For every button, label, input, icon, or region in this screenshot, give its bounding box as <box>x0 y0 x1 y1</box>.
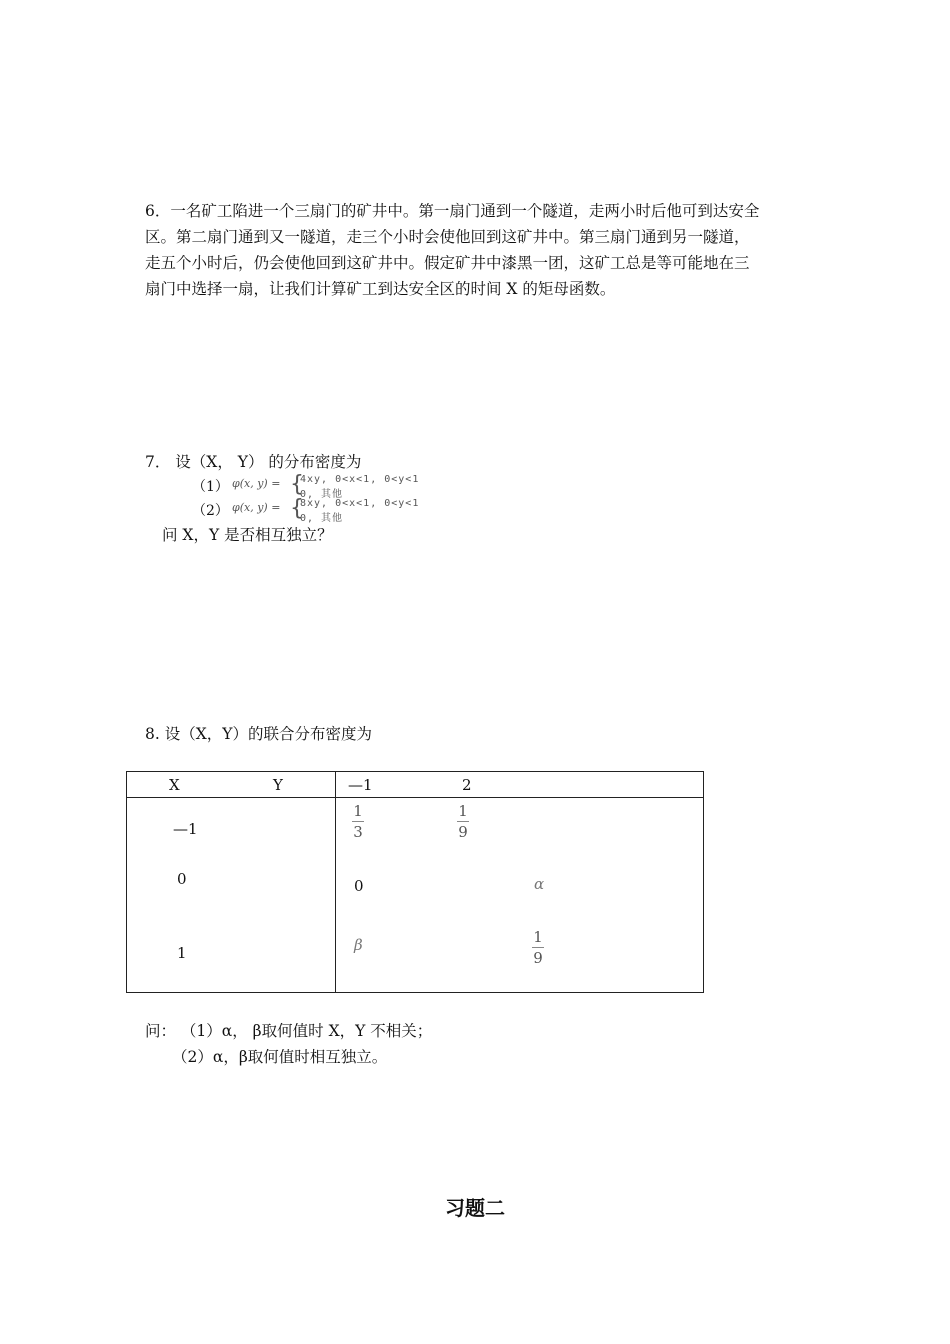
problem-7-intro: 7． 设（X， Y） 的分布密度为 <box>145 453 362 471</box>
section-title: 习题二 <box>445 1196 505 1220</box>
fraction-bar <box>532 947 544 948</box>
problem-8-intro: 8. 设（X，Y）的联合分布密度为 <box>145 725 372 743</box>
row-values-cell <box>336 798 704 993</box>
problem-8-question-1: 问： （1）α， β取何值时 X，Y 不相关； <box>145 1022 433 1040</box>
case-bottom-line: 0, 其他 <box>300 513 344 524</box>
fraction-bar <box>352 821 364 822</box>
case-top-line: 4xy, 0<x<1, 0<y<1 <box>300 474 420 485</box>
row-label: —1 <box>173 820 198 838</box>
problem-6 <box>145 198 815 302</box>
density-function: φ(x, y) = <box>232 501 281 514</box>
row-label: 0 <box>177 870 187 888</box>
problem-8-question-2: （2）α，β取何值时相互独立。 <box>172 1048 388 1066</box>
row-labels-cell <box>127 798 336 993</box>
denominator: 9 <box>458 823 468 841</box>
left-brace: { <box>290 472 304 497</box>
table-body-row <box>127 798 704 993</box>
table-header-row <box>127 772 704 798</box>
alpha-value: α <box>534 875 545 893</box>
problem-6-line: 区。第二扇门通到又一隧道，走三个小时会使他回到这矿井中。第三扇门通到另一隧道， <box>145 228 750 246</box>
case-bottom-line: 0, 其他 <box>300 489 344 500</box>
problem-6-line: 扇门中选择一扇，让我们计算矿工到达安全区的时间 X 的矩母函数。 <box>145 280 616 298</box>
header-col-2: 2 <box>462 776 472 794</box>
density-function: φ(x, y) = <box>232 477 281 490</box>
problem-7-question: 问 X，Y 是否相互独立？ <box>162 526 333 544</box>
header-values-cell <box>336 772 704 798</box>
cell-value: 0 <box>354 877 364 895</box>
case-number: （2） <box>192 503 229 519</box>
denominator: 3 <box>353 823 363 841</box>
case-top-line: 8xy, 0<x<1, 0<y<1 <box>300 498 420 509</box>
problem-6-line: 6．一名矿工陷进一个三扇门的矿井中。第一扇门通到一个隧道，走两小时后他可到达安全 <box>145 202 760 220</box>
fraction-bar <box>457 821 469 822</box>
fraction-one-ninth <box>457 802 469 841</box>
header-y: Y <box>273 776 283 794</box>
row-label: 1 <box>177 944 187 962</box>
denominator: 9 <box>533 949 543 967</box>
fraction-one-third <box>352 802 364 841</box>
numerator: 1 <box>458 802 468 820</box>
header-x: X <box>169 776 180 794</box>
header-xy-cell <box>127 772 336 798</box>
numerator: 1 <box>353 802 363 820</box>
beta-value: β <box>354 936 363 954</box>
numerator: 1 <box>533 928 543 946</box>
joint-distribution-table <box>126 771 704 993</box>
fraction-one-ninth <box>532 928 544 967</box>
left-brace: { <box>290 496 304 521</box>
problem-6-line: 走五个小时后，仍会使他回到这矿井中。假定矿井中漆黑一团，这矿工总是等可能地在三 <box>145 254 750 272</box>
case-number: （1） <box>192 479 229 495</box>
header-col-1: —1 <box>348 776 373 794</box>
